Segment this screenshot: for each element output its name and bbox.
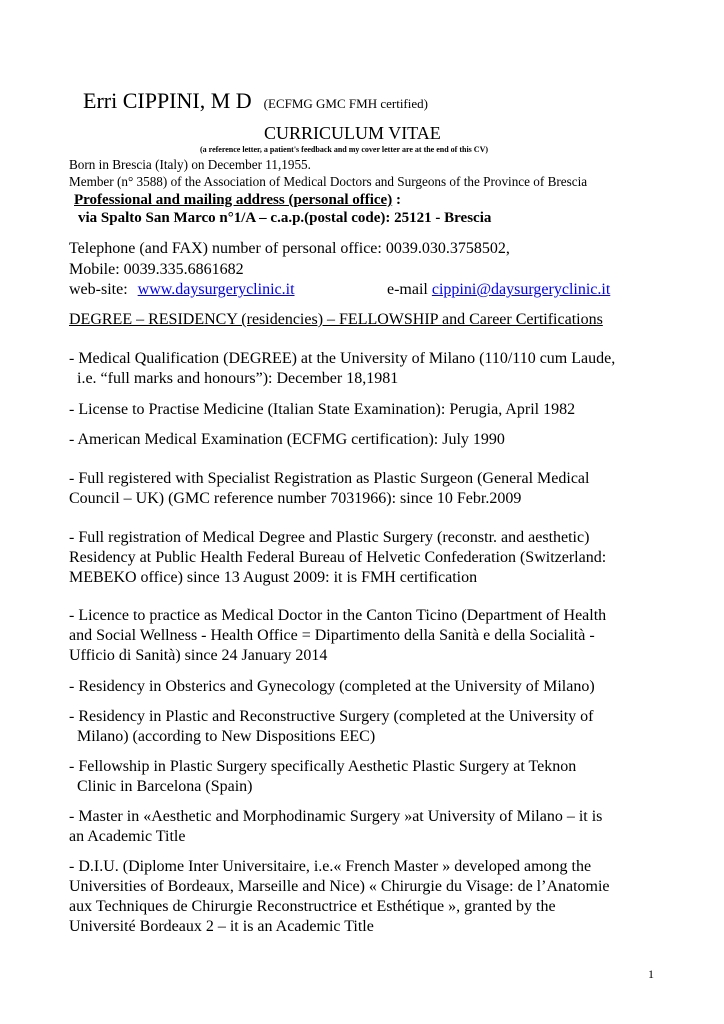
- certifications: (ECFMG GMC FMH certified): [263, 96, 428, 111]
- entry-degree: [69, 349, 615, 389]
- entry-license: [69, 400, 575, 420]
- entry-line: - Residency in Obsterics and Gynecology (completed at the University of Milano): [69, 678, 595, 695]
- website-label: web-site:: [69, 281, 128, 298]
- entry-fmh: [69, 528, 606, 588]
- email-line: [387, 280, 610, 300]
- entry-line: Université Bordeaux 2 – it is an Academic Title: [69, 918, 374, 935]
- entry-line: - Fellowship in Plastic Surgery specifically Aesthetic Plastic Surgery at Teknon: [69, 758, 577, 775]
- section-heading: DEGREE – RESIDENCY (residencies) – FELLOWSHIP and Career Certifications: [69, 311, 603, 328]
- entry-line: and Social Wellness - Health Office = Dipartimento della Sanità e della Socialità -: [69, 627, 595, 644]
- entry-line: - American Medical Examination (ECFMG certification): July 1990: [69, 431, 505, 448]
- entry-ticino: [69, 606, 606, 666]
- entry-line: i.e. “full marks and honours”): December 18,1981: [69, 370, 399, 387]
- entry-line: - D.I.U. (Diplome Inter Universitaire, i.e.« French Master » developed among the: [69, 858, 592, 875]
- entry-diu: [69, 857, 610, 937]
- document-title: CURRICULUM VITAE: [264, 123, 441, 143]
- office-address: via Spalto San Marco n°1/A – c.a.p.(postal code): 25121 - Brescia: [78, 210, 492, 226]
- entry-line: - Full registered with Specialist Registration as Plastic Surgeon (General Medical: [69, 470, 590, 487]
- entry-line: - License to Practise Medicine (Italian State Examination): Perugia, April 1982: [69, 401, 576, 418]
- entry-line: an Academic Title: [69, 828, 186, 845]
- entry-line: Clinic in Barcelona (Spain): [69, 778, 253, 795]
- office-heading-colon: :: [392, 192, 401, 208]
- entry-line: Residency at Public Health Federal Bureau of Helvetic Confederation (Switzerland:: [69, 549, 607, 566]
- website-link[interactable]: www.daysurgeryclinic.it: [137, 281, 295, 298]
- entry-ecfmg: [69, 430, 505, 450]
- cv-header: [83, 88, 428, 114]
- website-line: [69, 280, 295, 300]
- entry-line: Universities of Bordeaux, Marseille and Nice) « Chirurgie du Visage: de l’Anatomie: [69, 878, 610, 895]
- entry-line: Milano) (according to New Dispositions EEC): [69, 728, 376, 745]
- entry-gmc: [69, 469, 589, 509]
- entry-line: - Full registration of Medical Degree and Plastic Surgery (reconstr. and aesthetic): [69, 529, 590, 546]
- entry-line: Ufficio di Sanità) since 24 January 2014: [69, 647, 328, 664]
- entry-line: - Master in «Aesthetic and Morphodinamic Surgery »at University of Milano – it is: [69, 808, 603, 825]
- entry-line: MEBEKO office) since 13 August 2009: it is FMH certification: [69, 569, 478, 586]
- mobile: Mobile: 0039.335.6861682: [69, 261, 244, 278]
- membership-info: Member (n° 3588) of the Association of Medical Doctors and Surgeons of the Province of Brescia: [69, 174, 588, 189]
- page-number: 1: [648, 967, 654, 981]
- entry-fellowship: [69, 757, 576, 797]
- entry-master: [69, 807, 602, 847]
- birth-info: Born in Brescia (Italy) on December 11,1955.: [69, 157, 311, 172]
- office-heading-text: Professional and mailing address (personal office): [74, 192, 393, 208]
- telephone: Telephone (and FAX) number of personal office: 0039.030.3758502,: [69, 240, 510, 257]
- email-link[interactable]: cippini@daysurgeryclinic.it: [431, 281, 611, 298]
- doctor-name: Erri CIPPINI, M D: [83, 88, 252, 113]
- entry-line: aux Techniques de Chirurgie Reconstructrice et Esthétique », granted by the: [69, 898, 556, 915]
- entry-line: - Residency in Plastic and Reconstructive Surgery (completed at the University of: [69, 708, 594, 725]
- entry-line: - Medical Qualification (DEGREE) at the University of Milano (110/110 cum Laude,: [69, 350, 616, 367]
- entry-obstetrics: [69, 677, 595, 697]
- office-heading: [74, 191, 401, 209]
- reference-note: (a reference letter, a patient's feedback and my cover letter are at the end of this CV): [200, 145, 489, 154]
- entry-line: Council – UK) (GMC reference number 7031966): since 10 Febr.2009: [69, 490, 522, 507]
- email-label: e-mail: [387, 281, 428, 298]
- entry-plastic-residency: [69, 707, 593, 747]
- entry-line: - Licence to practice as Medical Doctor in the Canton Ticino (Department of Health: [69, 607, 607, 624]
